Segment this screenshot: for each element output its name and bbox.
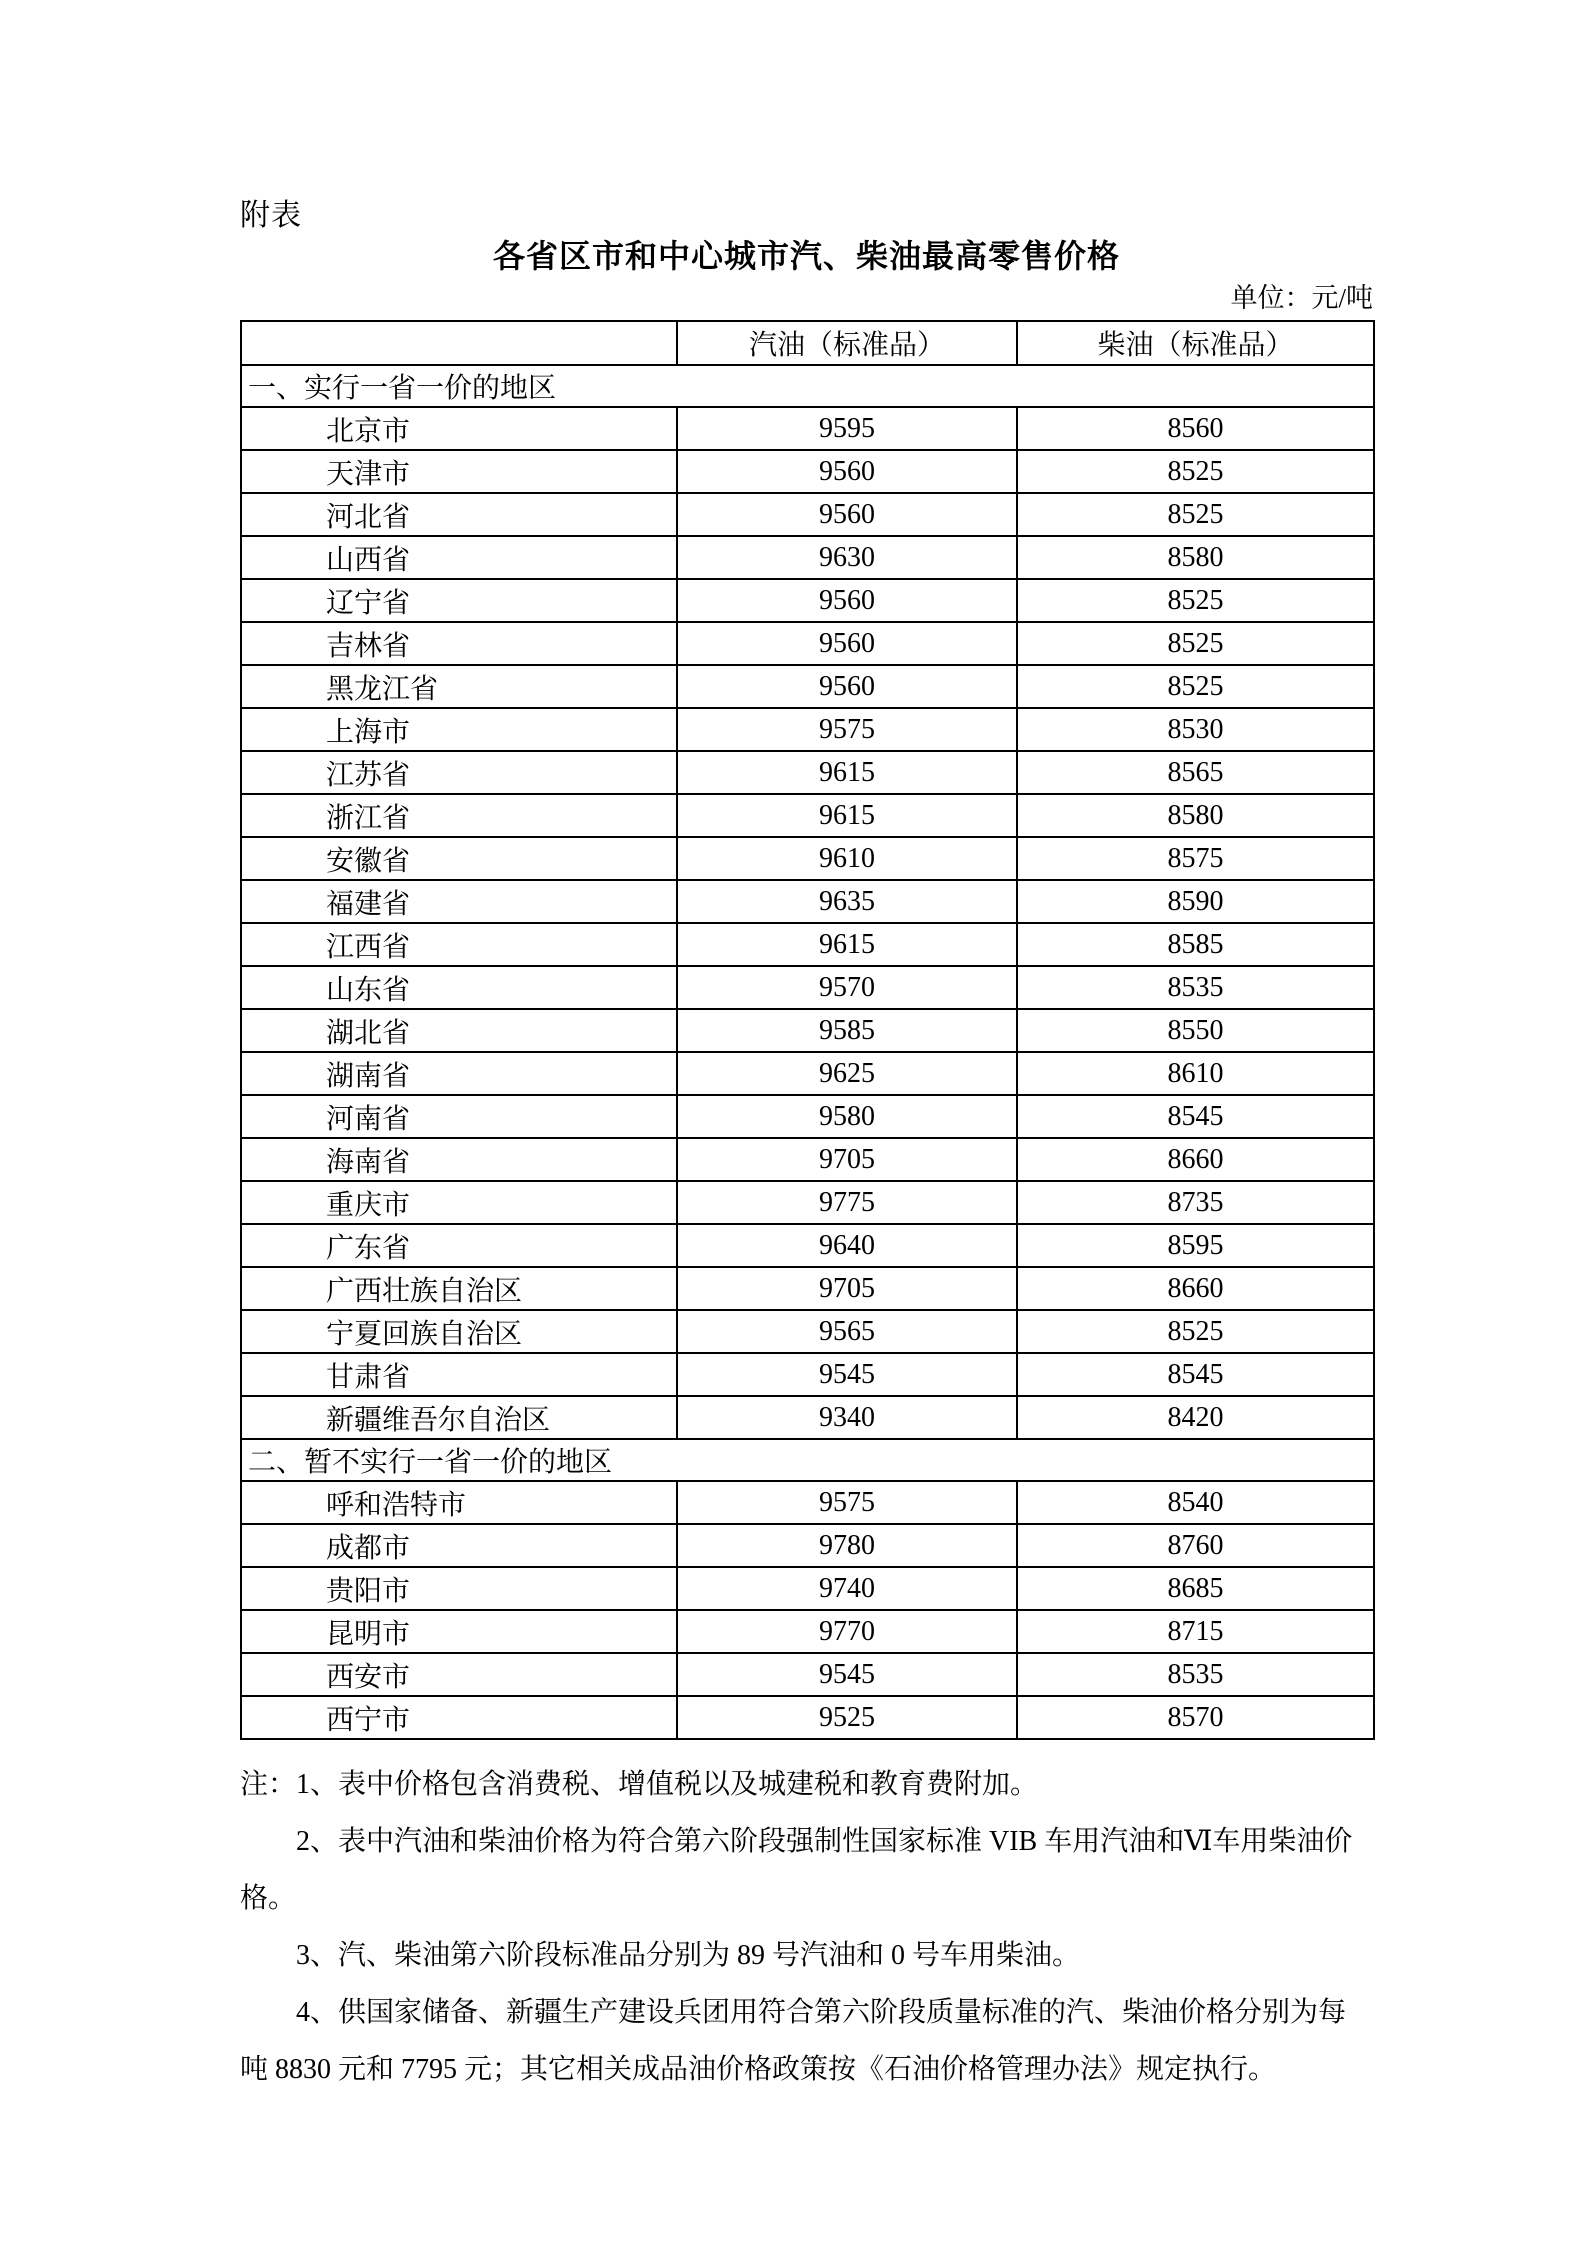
cell-region: 贵阳市 [241, 1567, 677, 1610]
cell-diesel: 8685 [1017, 1567, 1374, 1610]
cell-gasoline: 9595 [677, 407, 1017, 450]
cell-gasoline: 9630 [677, 536, 1017, 579]
cell-diesel: 8570 [1017, 1696, 1374, 1739]
cell-region: 海南省 [241, 1138, 677, 1181]
cell-gasoline: 9770 [677, 1610, 1017, 1653]
appendix-label: 附表 [240, 199, 302, 232]
table-row [241, 1481, 1374, 1524]
cell-diesel: 8715 [1017, 1610, 1374, 1653]
cell-diesel: 8560 [1017, 407, 1374, 450]
cell-gasoline: 9560 [677, 493, 1017, 536]
page-title: 各省区市和中心城市汽、柴油最高零售价格 [492, 238, 1120, 274]
table-row [241, 1224, 1374, 1267]
cell-region: 江西省 [241, 923, 677, 966]
table-row [241, 407, 1374, 450]
table-row [241, 1310, 1374, 1353]
cell-region: 宁夏回族自治区 [241, 1310, 677, 1353]
column-header-gasoline: 汽油（标准品） [677, 321, 1017, 365]
cell-gasoline: 9705 [677, 1267, 1017, 1310]
table-row [241, 1610, 1374, 1653]
table-body [241, 365, 1374, 1739]
cell-region: 黑龙江省 [241, 665, 677, 708]
cell-gasoline: 9615 [677, 794, 1017, 837]
cell-diesel: 8420 [1017, 1396, 1374, 1439]
cell-diesel: 8575 [1017, 837, 1374, 880]
cell-diesel: 8610 [1017, 1052, 1374, 1095]
cell-diesel: 8525 [1017, 493, 1374, 536]
cell-diesel: 8545 [1017, 1095, 1374, 1138]
cell-gasoline: 9545 [677, 1353, 1017, 1396]
cell-gasoline: 9575 [677, 1481, 1017, 1524]
cell-region: 安徽省 [241, 837, 677, 880]
cell-gasoline: 9610 [677, 837, 1017, 880]
cell-gasoline: 9585 [677, 1009, 1017, 1052]
cell-region: 成都市 [241, 1524, 677, 1567]
cell-diesel: 8585 [1017, 923, 1374, 966]
cell-gasoline: 9640 [677, 1224, 1017, 1267]
note-line: 4、供国家储备、新疆生产建设兵团用符合第六阶段质量标准的汽、柴油价格分别为每 [296, 1997, 1347, 2028]
note-line: 格。 [240, 1883, 297, 1914]
cell-diesel: 8595 [1017, 1224, 1374, 1267]
table-row [241, 923, 1374, 966]
cell-gasoline: 9740 [677, 1567, 1017, 1610]
cell-region: 江苏省 [241, 751, 677, 794]
cell-diesel: 8590 [1017, 880, 1374, 923]
cell-diesel: 8525 [1017, 450, 1374, 493]
cell-gasoline: 9560 [677, 622, 1017, 665]
table-row [241, 622, 1374, 665]
cell-gasoline: 9545 [677, 1653, 1017, 1696]
cell-gasoline: 9570 [677, 966, 1017, 1009]
cell-gasoline: 9615 [677, 923, 1017, 966]
header-row [241, 321, 1374, 365]
cell-gasoline: 9560 [677, 450, 1017, 493]
notes-block [240, 1756, 1400, 2098]
cell-region: 山西省 [241, 536, 677, 579]
cell-gasoline: 9625 [677, 1052, 1017, 1095]
table-row [241, 1396, 1374, 1439]
cell-region: 河北省 [241, 493, 677, 536]
table-row [241, 579, 1374, 622]
cell-diesel: 8580 [1017, 794, 1374, 837]
cell-diesel: 8525 [1017, 622, 1374, 665]
cell-gasoline: 9580 [677, 1095, 1017, 1138]
cell-region: 湖北省 [241, 1009, 677, 1052]
unit-label: 单位：元/吨 [1230, 283, 1373, 313]
cell-region: 广西壮族自治区 [241, 1267, 677, 1310]
cell-gasoline: 9560 [677, 579, 1017, 622]
cell-region: 呼和浩特市 [241, 1481, 677, 1524]
section-label: 二、暂不实行一省一价的地区 [241, 1439, 1374, 1481]
table-row [241, 1095, 1374, 1138]
table-row [241, 966, 1374, 1009]
cell-diesel: 8545 [1017, 1353, 1374, 1396]
cell-diesel: 8550 [1017, 1009, 1374, 1052]
column-header-diesel: 柴油（标准品） [1017, 321, 1374, 365]
table-row [241, 1524, 1374, 1567]
cell-gasoline: 9565 [677, 1310, 1017, 1353]
cell-gasoline: 9615 [677, 751, 1017, 794]
cell-diesel: 8660 [1017, 1267, 1374, 1310]
cell-region: 湖南省 [241, 1052, 677, 1095]
cell-diesel: 8530 [1017, 708, 1374, 751]
section-row [241, 1439, 1374, 1481]
cell-gasoline: 9775 [677, 1181, 1017, 1224]
section-label: 一、实行一省一价的地区 [241, 365, 1374, 407]
section-row [241, 365, 1374, 407]
table-row [241, 665, 1374, 708]
cell-gasoline: 9780 [677, 1524, 1017, 1567]
cell-diesel: 8565 [1017, 751, 1374, 794]
cell-diesel: 8535 [1017, 966, 1374, 1009]
note-line: 注：1、表中价格包含消费税、增值税以及城建税和教育费附加。 [240, 1769, 1039, 1800]
cell-gasoline: 9340 [677, 1396, 1017, 1439]
cell-region: 西宁市 [241, 1696, 677, 1739]
table-row [241, 1138, 1374, 1181]
cell-diesel: 8525 [1017, 665, 1374, 708]
cell-region: 山东省 [241, 966, 677, 1009]
cell-region: 河南省 [241, 1095, 677, 1138]
cell-gasoline: 9635 [677, 880, 1017, 923]
cell-diesel: 8525 [1017, 1310, 1374, 1353]
table-row [241, 1052, 1374, 1095]
table-row [241, 1653, 1374, 1696]
note-line: 3、汽、柴油第六阶段标准品分别为 89 号汽油和 0 号车用柴油。 [296, 1940, 1081, 1971]
table-row [241, 1267, 1374, 1310]
cell-gasoline: 9525 [677, 1696, 1017, 1739]
cell-region: 辽宁省 [241, 579, 677, 622]
cell-diesel: 8760 [1017, 1524, 1374, 1567]
cell-diesel: 8540 [1017, 1481, 1374, 1524]
cell-diesel: 8525 [1017, 579, 1374, 622]
cell-gasoline: 9705 [677, 1138, 1017, 1181]
table-row [241, 1696, 1374, 1739]
cell-diesel: 8735 [1017, 1181, 1374, 1224]
column-header-region [241, 321, 677, 365]
cell-region: 上海市 [241, 708, 677, 751]
cell-diesel: 8535 [1017, 1653, 1374, 1696]
table-row [241, 794, 1374, 837]
cell-diesel: 8660 [1017, 1138, 1374, 1181]
cell-gasoline: 9560 [677, 665, 1017, 708]
price-table [240, 320, 1375, 1740]
cell-region: 甘肃省 [241, 1353, 677, 1396]
cell-region: 北京市 [241, 407, 677, 450]
cell-region: 广东省 [241, 1224, 677, 1267]
table-row [241, 536, 1374, 579]
cell-region: 西安市 [241, 1653, 677, 1696]
cell-region: 吉林省 [241, 622, 677, 665]
table-row [241, 880, 1374, 923]
cell-gasoline: 9575 [677, 708, 1017, 751]
cell-region: 新疆维吾尔自治区 [241, 1396, 677, 1439]
cell-region: 昆明市 [241, 1610, 677, 1653]
table-row [241, 493, 1374, 536]
table-row [241, 751, 1374, 794]
note-line: 2、表中汽油和柴油价格为符合第六阶段强制性国家标准 VIB 车用汽油和Ⅵ车用柴油价 [296, 1826, 1353, 1857]
table-row [241, 450, 1374, 493]
cell-region: 天津市 [241, 450, 677, 493]
table-row [241, 708, 1374, 751]
cell-region: 福建省 [241, 880, 677, 923]
cell-region: 浙江省 [241, 794, 677, 837]
cell-diesel: 8580 [1017, 536, 1374, 579]
table-row [241, 1181, 1374, 1224]
note-line: 吨 8830 元和 7795 元；其它相关成品油价格政策按《石油价格管理办法》规定执行。 [240, 2054, 1277, 2085]
table-row [241, 1009, 1374, 1052]
table-header [241, 321, 1374, 365]
table-row [241, 837, 1374, 880]
cell-region: 重庆市 [241, 1181, 677, 1224]
table-row [241, 1567, 1374, 1610]
table-row [241, 1353, 1374, 1396]
